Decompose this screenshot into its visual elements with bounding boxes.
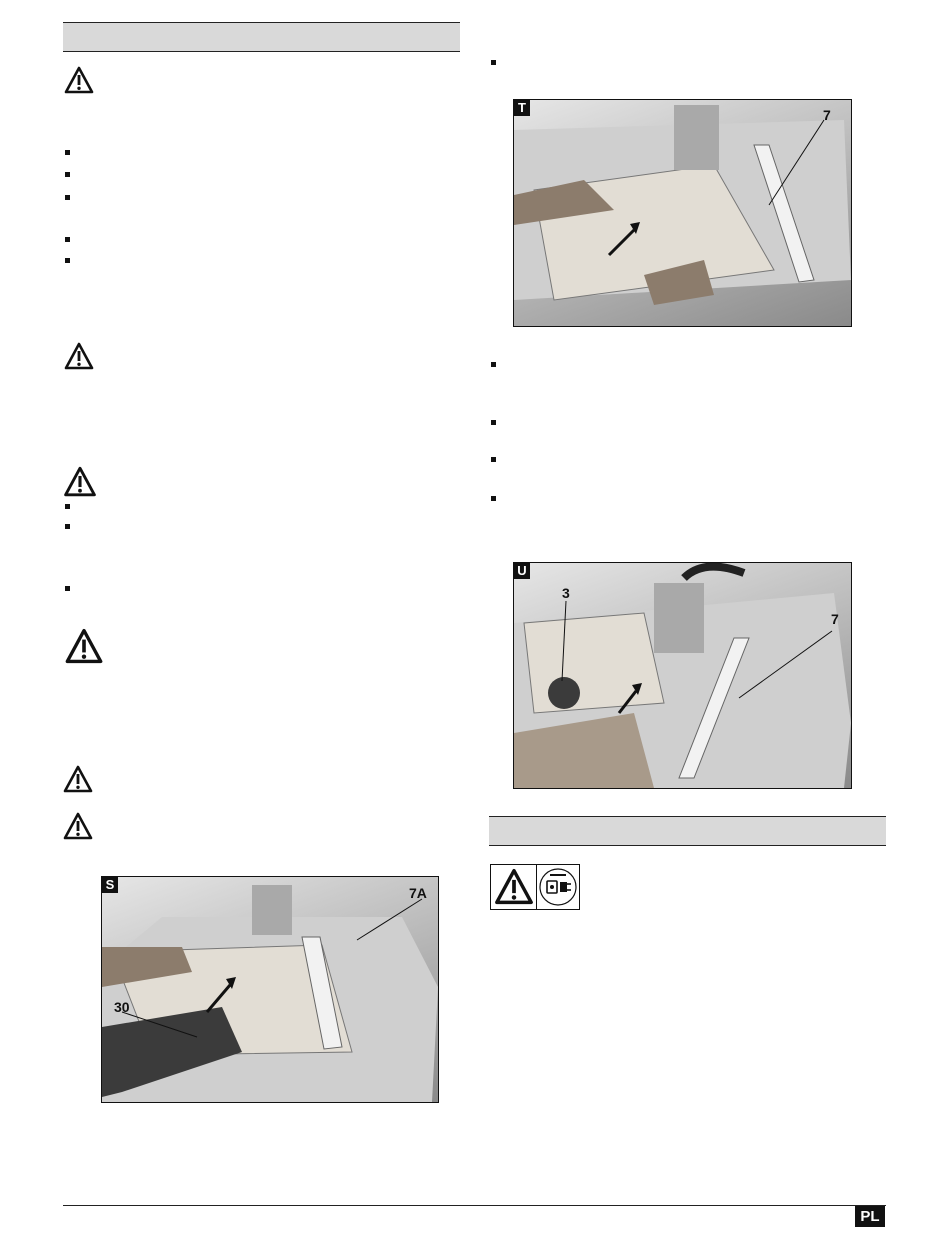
warning-triangle-icon (64, 66, 94, 94)
figure-t-photo (513, 99, 852, 327)
figure-u-photo (513, 562, 852, 789)
list-bullet (65, 150, 70, 155)
list-bullet (65, 586, 70, 591)
list-bullet (491, 60, 496, 65)
figure-callout: 7 (831, 611, 839, 627)
list-bullet (65, 195, 70, 200)
warning-triangle-icon (63, 765, 93, 793)
list-bullet (491, 362, 496, 367)
figure-tag: U (514, 563, 530, 579)
footer-rule (63, 1205, 886, 1206)
figure-callout: 7 (823, 107, 831, 123)
warning-triangle-icon (494, 868, 534, 910)
list-bullet (65, 504, 70, 509)
section-header-bar-left (63, 22, 460, 52)
warning-triangle-icon (63, 466, 97, 497)
list-bullet (65, 237, 70, 242)
warning-triangle-icon (63, 812, 93, 840)
list-bullet (491, 420, 496, 425)
language-badge: PL (855, 1206, 885, 1227)
figure-callout: 30 (114, 999, 130, 1015)
figure-tag: S (102, 877, 118, 893)
list-bullet (65, 258, 70, 263)
unplug-mains-icon (538, 866, 578, 913)
warning-unplug-box (490, 864, 580, 910)
warning-triangle-icon (64, 628, 104, 664)
list-bullet (65, 172, 70, 177)
warning-triangle-icon (64, 342, 94, 370)
figure-s-photo (101, 876, 439, 1103)
section-header-bar-right (489, 816, 886, 846)
list-bullet (491, 496, 496, 501)
figure-callout: 7A (409, 885, 427, 901)
figure-callout: 3 (562, 585, 570, 601)
figure-tag: T (514, 100, 530, 116)
list-bullet (65, 524, 70, 529)
list-bullet (491, 457, 496, 462)
